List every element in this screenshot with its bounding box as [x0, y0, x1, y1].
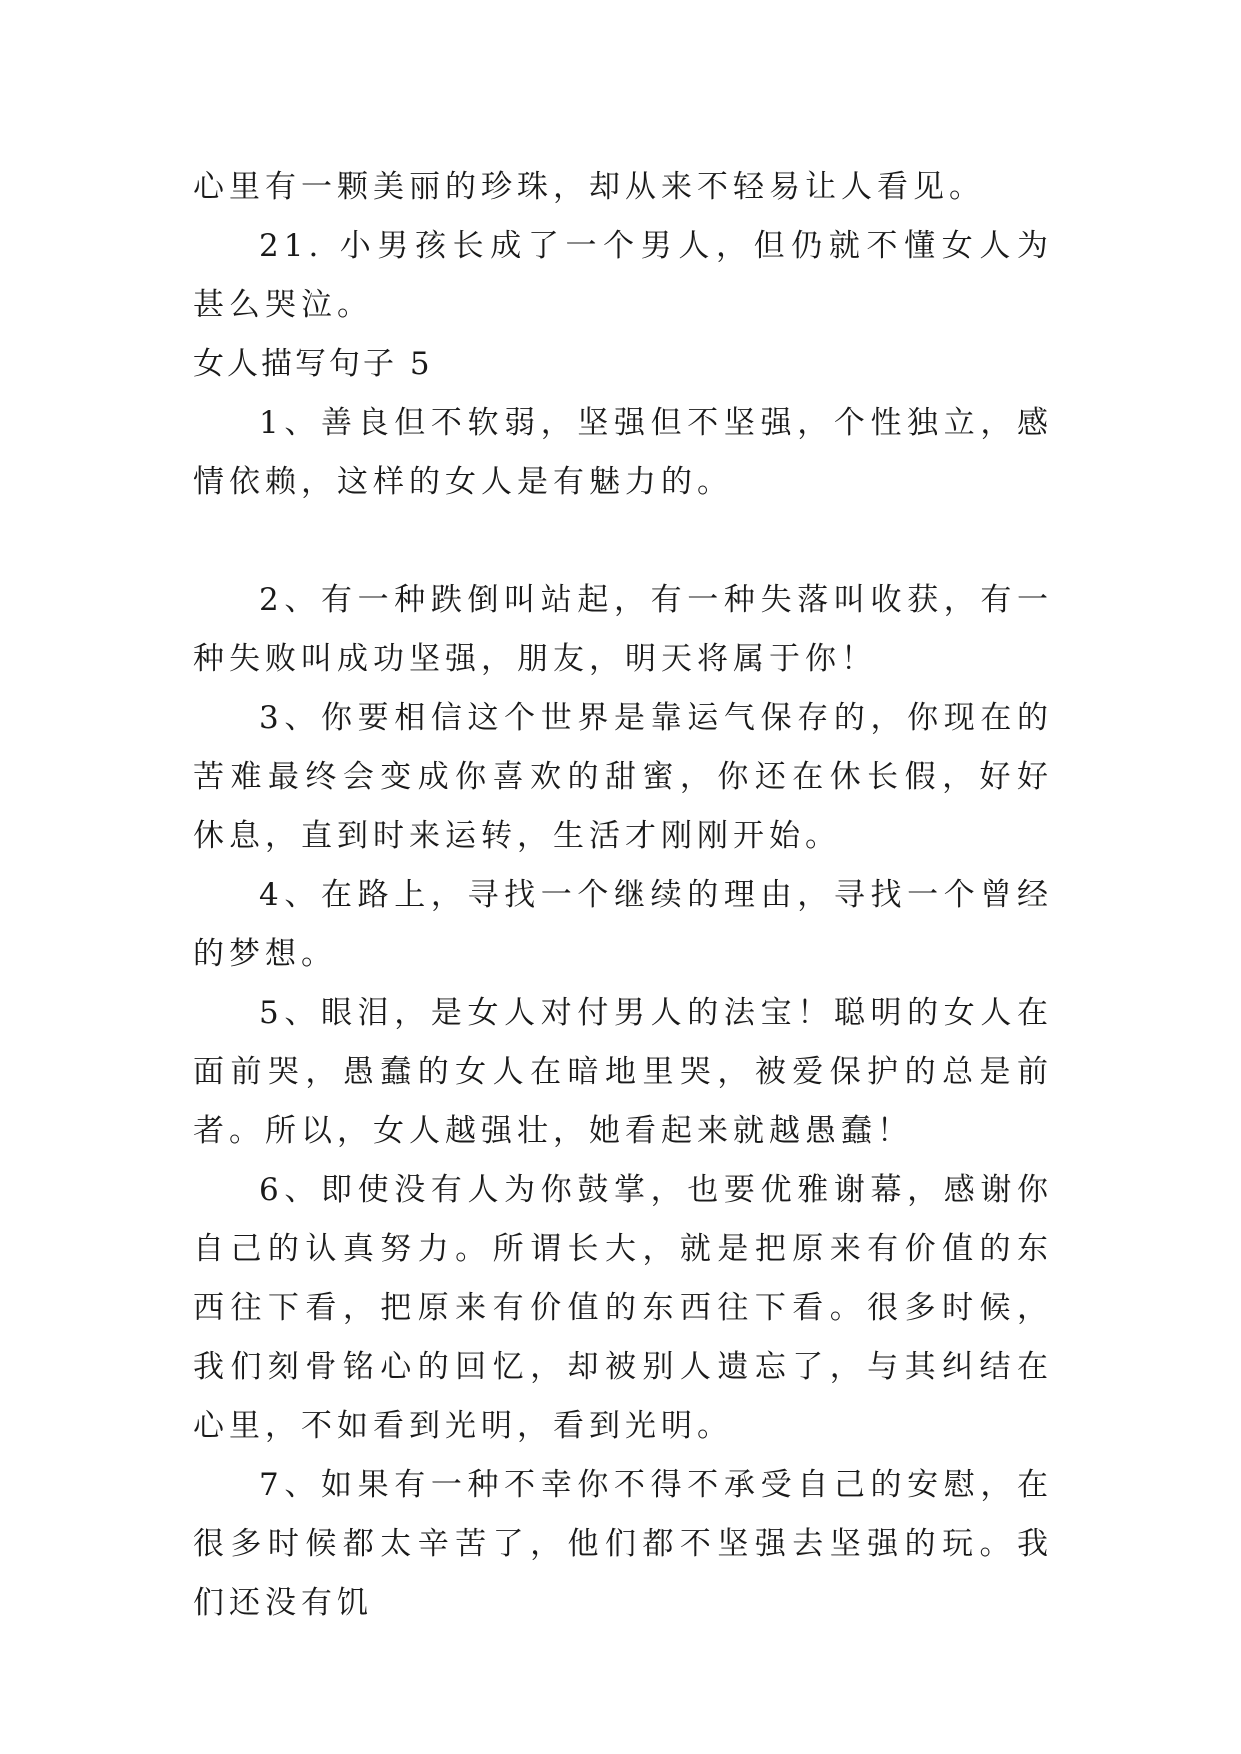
- paragraph-item-6: 6、即使没有人为你鼓掌，也要优雅谢幕，感谢你自己的认真努力。所谓长大，就是把原来有价值的东西往下看，把原来有价值的东西往下看。很多时候，我们刻骨铭心的回忆，却被别人遗忘了，与其纠结在心里，不如看到光明，看到光明。: [193, 1172, 1053, 1444]
- paragraph-item-2: 2、有一种跌倒叫站起，有一种失落叫收获，有一种失败叫成功坚强，朋友，明天将属于你！: [193, 582, 1053, 677]
- document-body: [193, 158, 1053, 1633]
- paragraph-item-5: 5、眼泪，是女人对付男人的法宝！聪明的女人在面前哭，愚蠢的女人在暗地里哭，被爱保护的总是前者。所以，女人越强壮，她看起来就越愚蠢！: [193, 995, 1053, 1149]
- paragraph-item-7: 7、如果有一种不幸你不得不承受自己的安慰，在很多时候都太辛苦了，他们都不坚强去坚强的玩。我们还没有饥: [193, 1467, 1053, 1621]
- paragraph-continuation: 心里有一颗美丽的珍珠，却从来不轻易让人看见。: [193, 169, 985, 205]
- blank-line: [193, 512, 1053, 571]
- paragraph-item-3: 3、你要相信这个世界是靠运气保存的，你现在的苦难最终会变成你喜欢的甜蜜，你还在休长假，好好休息，直到时来运转，生活才刚刚开始。: [193, 700, 1053, 854]
- paragraph-item-21: 21. 小男孩长成了一个男人，但仍就不懂女人为甚么哭泣。: [193, 228, 1053, 323]
- paragraph-item-1: 1、善良但不软弱，坚强但不坚强，个性独立，感情依赖，这样的女人是有魅力的。: [193, 405, 1053, 500]
- section-heading: 女人描写句子 5: [193, 346, 433, 382]
- paragraph-item-4: 4、在路上，寻找一个继续的理由，寻找一个曾经的梦想。: [193, 877, 1053, 972]
